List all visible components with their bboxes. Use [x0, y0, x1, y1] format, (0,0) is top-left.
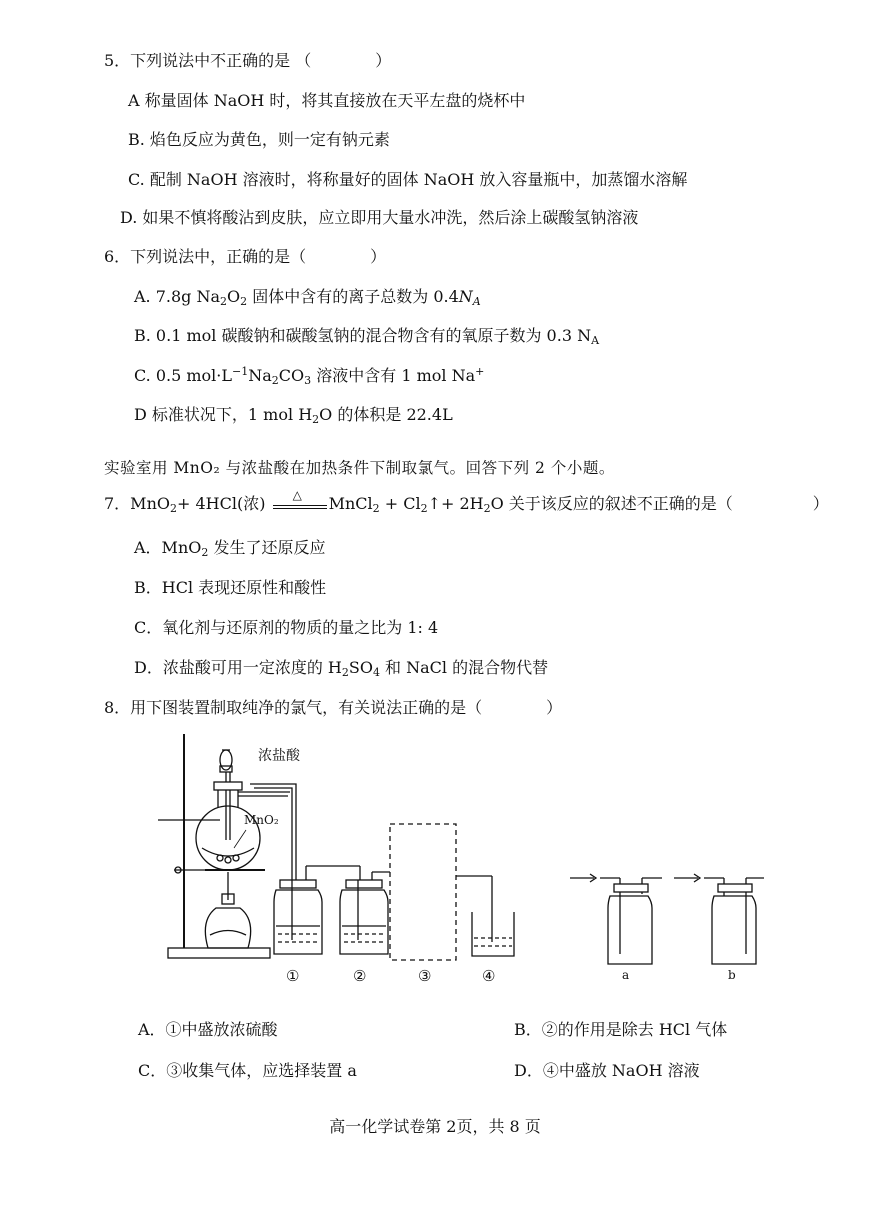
- q5-option-d: D. 如果不慎将酸沾到皮肤，应立即用大量水冲洗，然后涂上碳酸氢钠溶液: [120, 208, 639, 227]
- fig-num-1: ①: [286, 967, 300, 985]
- q8-stem: 8．用下图装置制取纯净的氯气，有关说法正确的是（ ）: [104, 698, 563, 717]
- q8-option-d: D．④中盛放 NaOH 溶液: [514, 1061, 700, 1080]
- q8-option-c: C．③收集气体，应选择装置 a: [138, 1061, 357, 1080]
- q7-option-a: A．MnO$_2$ 发生了还原反应: [134, 538, 326, 559]
- q6-option-c: C. 0.5 $mol\cdot L^{-1}Na_2CO_3$ 溶液中含有 1 mol Na+: [134, 365, 485, 387]
- q7-option-c: C．氧化剂与还原剂的物质的量之比为 1: 4: [134, 618, 439, 637]
- beaker-4: [456, 876, 514, 956]
- q7-stem: 7．MnO$_2$+ 4HCl(浓) △ MnCl$_2$ + $Cl_2↑+ 2H_2O$ 关于该反应的叙述不正确的是（ ）: [104, 494, 829, 514]
- fig-num-4: ④: [482, 967, 496, 985]
- iron-stand: [158, 734, 270, 958]
- q5-option-a: A 称量固体 NaOH 时，将其直接放在天平左盘的烧杯中: [128, 91, 526, 110]
- fig-num-3: ③: [418, 967, 432, 985]
- q7-option-d: D．浓盐酸可用一定浓度的 $H_2SO_4$ 和 NaCl 的混合物代替: [134, 658, 549, 679]
- heat-triangle-icon: △: [292, 488, 302, 502]
- label-hcl: 浓盐酸: [258, 748, 300, 764]
- q6-stem: 6．下列说法中，正确的是（ ）: [104, 247, 387, 266]
- fig-num-2: ②: [353, 967, 367, 985]
- section-intro: 实验室用 MnO₂ 与浓盐酸在加热条件下制取氯气。回答下列 2 个小题。: [104, 459, 615, 477]
- q5-option-c: C. 配制 NaOH 溶液时，将称量好的固体 NaOH 放入容量瓶中，加蒸馏水溶解: [128, 170, 688, 189]
- q6-option-d: D 标准状况下，1 mol $H_2O$ 的体积是 22.4L: [134, 405, 453, 426]
- label-b: b: [728, 968, 736, 982]
- gas-bottle-a: [570, 874, 662, 982]
- q6-option-a: A. 7.8g $Na_2O_2$ 固体中含有的离子总数为 $0.4N_A$: [134, 287, 481, 308]
- q8-option-a: A．①中盛放浓硫酸: [138, 1020, 278, 1039]
- reaction-arrow: [271, 488, 329, 514]
- q5-option-b: B. 焰色反应为黄色，则一定有钠元素: [128, 130, 390, 149]
- gas-bottle-b: [674, 874, 764, 982]
- dashed-box-3: [390, 824, 456, 960]
- page-footer: 高一化学试卷第 2页，共 8 页: [329, 1117, 541, 1136]
- label-mno2: MnO₂: [244, 813, 279, 827]
- apparatus-figure: [150, 730, 770, 995]
- q5-stem: 5．下列说法中不正确的是 （ ）: [104, 51, 392, 70]
- label-a: a: [622, 968, 630, 982]
- separatory-funnel: [220, 750, 232, 840]
- q7-option-b: B．HCl 表现还原性和酸性: [134, 578, 327, 597]
- q6-option-b: B. 0.1 mol 碳酸钠和碳酸氢钠的混合物含有的氧原子数为 0.3 $N_A$: [134, 326, 600, 347]
- q8-option-b: B．②的作用是除去 HCl 气体: [514, 1020, 728, 1039]
- alcohol-lamp: [205, 872, 250, 948]
- wash-bottle-1: [274, 866, 360, 954]
- wash-bottle-2: [340, 866, 390, 954]
